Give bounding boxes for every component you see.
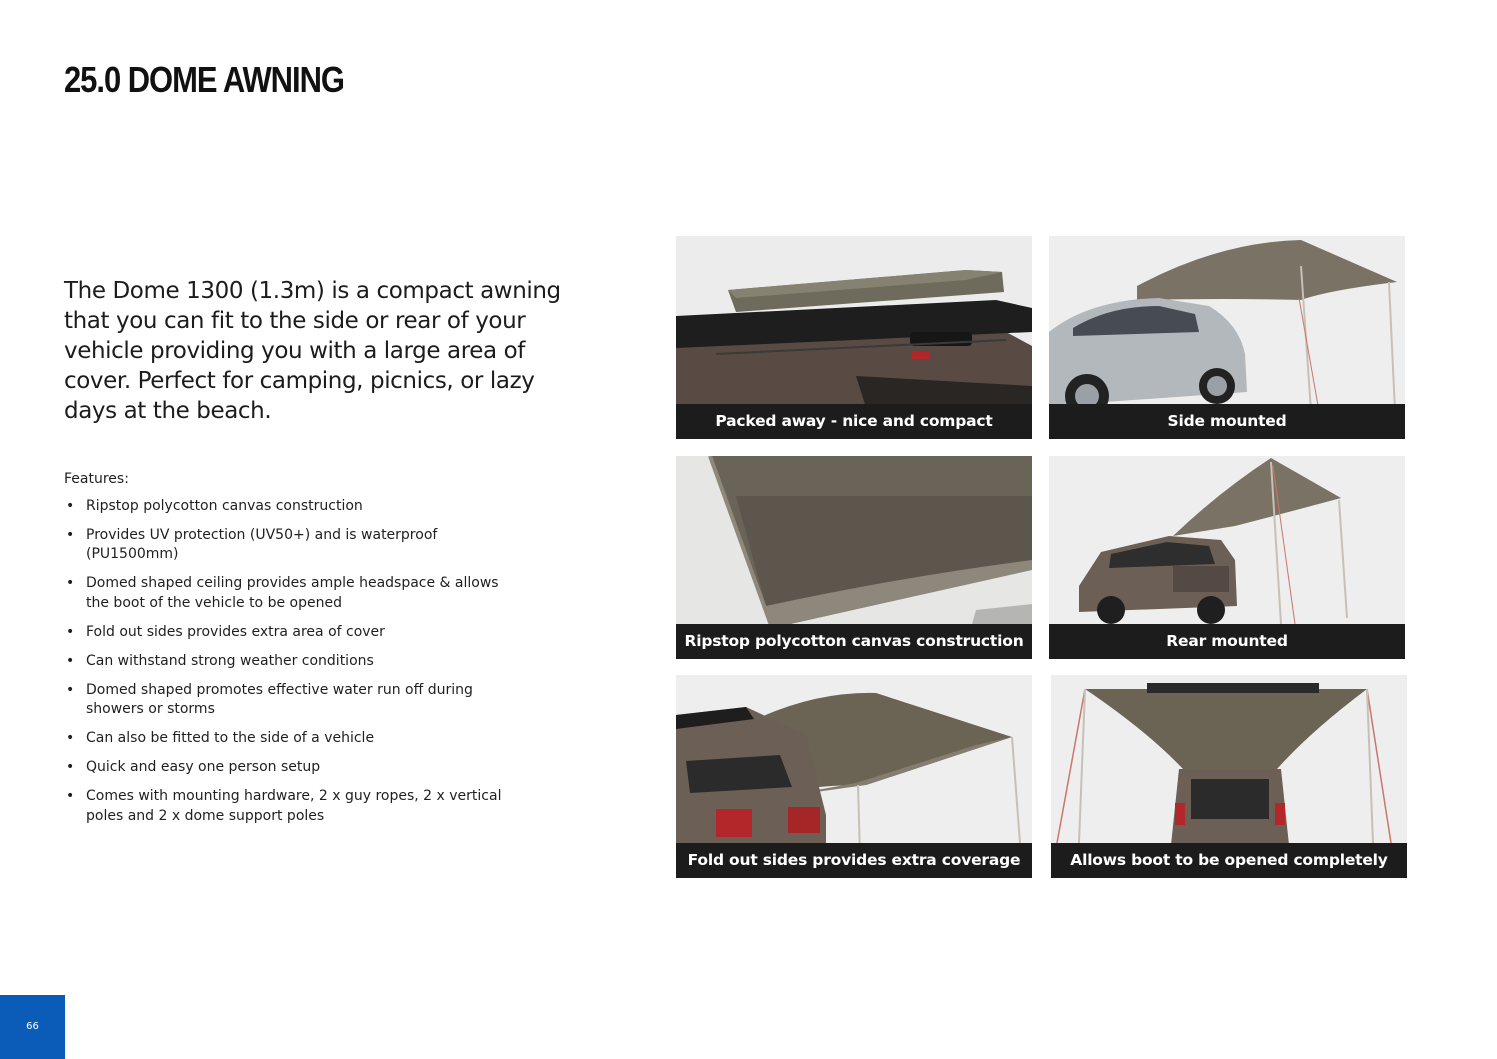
features-heading: Features: [64, 471, 129, 487]
bullet-icon: • [66, 527, 75, 543]
feature-text: Domed shaped promotes effective water run off during showers or storms [86, 681, 473, 718]
list-item [64, 526, 514, 565]
feature-text: Comes with mounting hardware, 2 x guy ropes, 2 x vertical poles and 2 x dome support poles [86, 788, 502, 824]
photo-fold-out-sides [676, 675, 1032, 878]
feature-text: Can withstand strong weather conditions [86, 652, 374, 669]
photo-side-mounted [1049, 236, 1405, 439]
photo-boot-opened [1051, 675, 1407, 878]
page-number-tab [0, 995, 65, 1059]
list-item [64, 729, 514, 748]
list-item [64, 681, 514, 720]
list-item [64, 497, 514, 516]
photo-caption: Packed away - nice and compact [676, 404, 1032, 439]
bullet-icon: • [66, 788, 75, 805]
list-item [64, 787, 514, 826]
feature-text: Can also be fitted to the side of a vehicle [86, 730, 375, 747]
photo-gallery [676, 236, 1408, 880]
list-item [64, 758, 514, 777]
photo-caption: Rear mounted [1049, 624, 1405, 659]
list-item [64, 574, 514, 613]
feature-text: Domed shaped ceiling provides ample headspace & allows the boot of the vehicle to be opened [86, 575, 499, 611]
list-item [64, 623, 514, 642]
feature-text: Ripstop polycotton canvas construction [86, 498, 363, 514]
feature-text: Fold out sides provides extra area of cover [86, 623, 385, 640]
photo-caption: Ripstop polycotton canvas construction [676, 624, 1032, 659]
intro-paragraph: The Dome 1300 (1.3m) is a compact awning that you can fit to the side or rear of your vehicle providing you with a large area of cover. Perfect for camping, picnics, or lazy days at the beach. [64, 278, 561, 424]
bullet-icon: • [66, 652, 75, 669]
feature-text: Quick and easy one person setup [86, 759, 321, 776]
feature-text: Provides UV protection (UV50+) and is waterproof (PU1500mm) [86, 527, 438, 563]
bullet-icon: • [66, 498, 75, 514]
list-item [64, 652, 514, 671]
photo-caption: Side mounted [1049, 404, 1405, 439]
features-list [64, 497, 514, 836]
photo-packed-away [676, 236, 1032, 439]
photo-caption: Fold out sides provides extra coverage [676, 843, 1032, 878]
bullet-icon: • [66, 759, 75, 776]
photo-caption: Allows boot to be opened completely [1051, 843, 1407, 878]
photo-rear-mounted [1049, 456, 1405, 659]
page-title: 25.0 DOME AWNING [64, 59, 344, 100]
bullet-icon: • [66, 681, 75, 698]
bullet-icon: • [66, 730, 75, 747]
bullet-icon: • [66, 575, 75, 592]
photo-ripstop-canvas [676, 456, 1032, 659]
bullet-icon: • [66, 623, 75, 640]
page-number: 66 [26, 1021, 39, 1032]
